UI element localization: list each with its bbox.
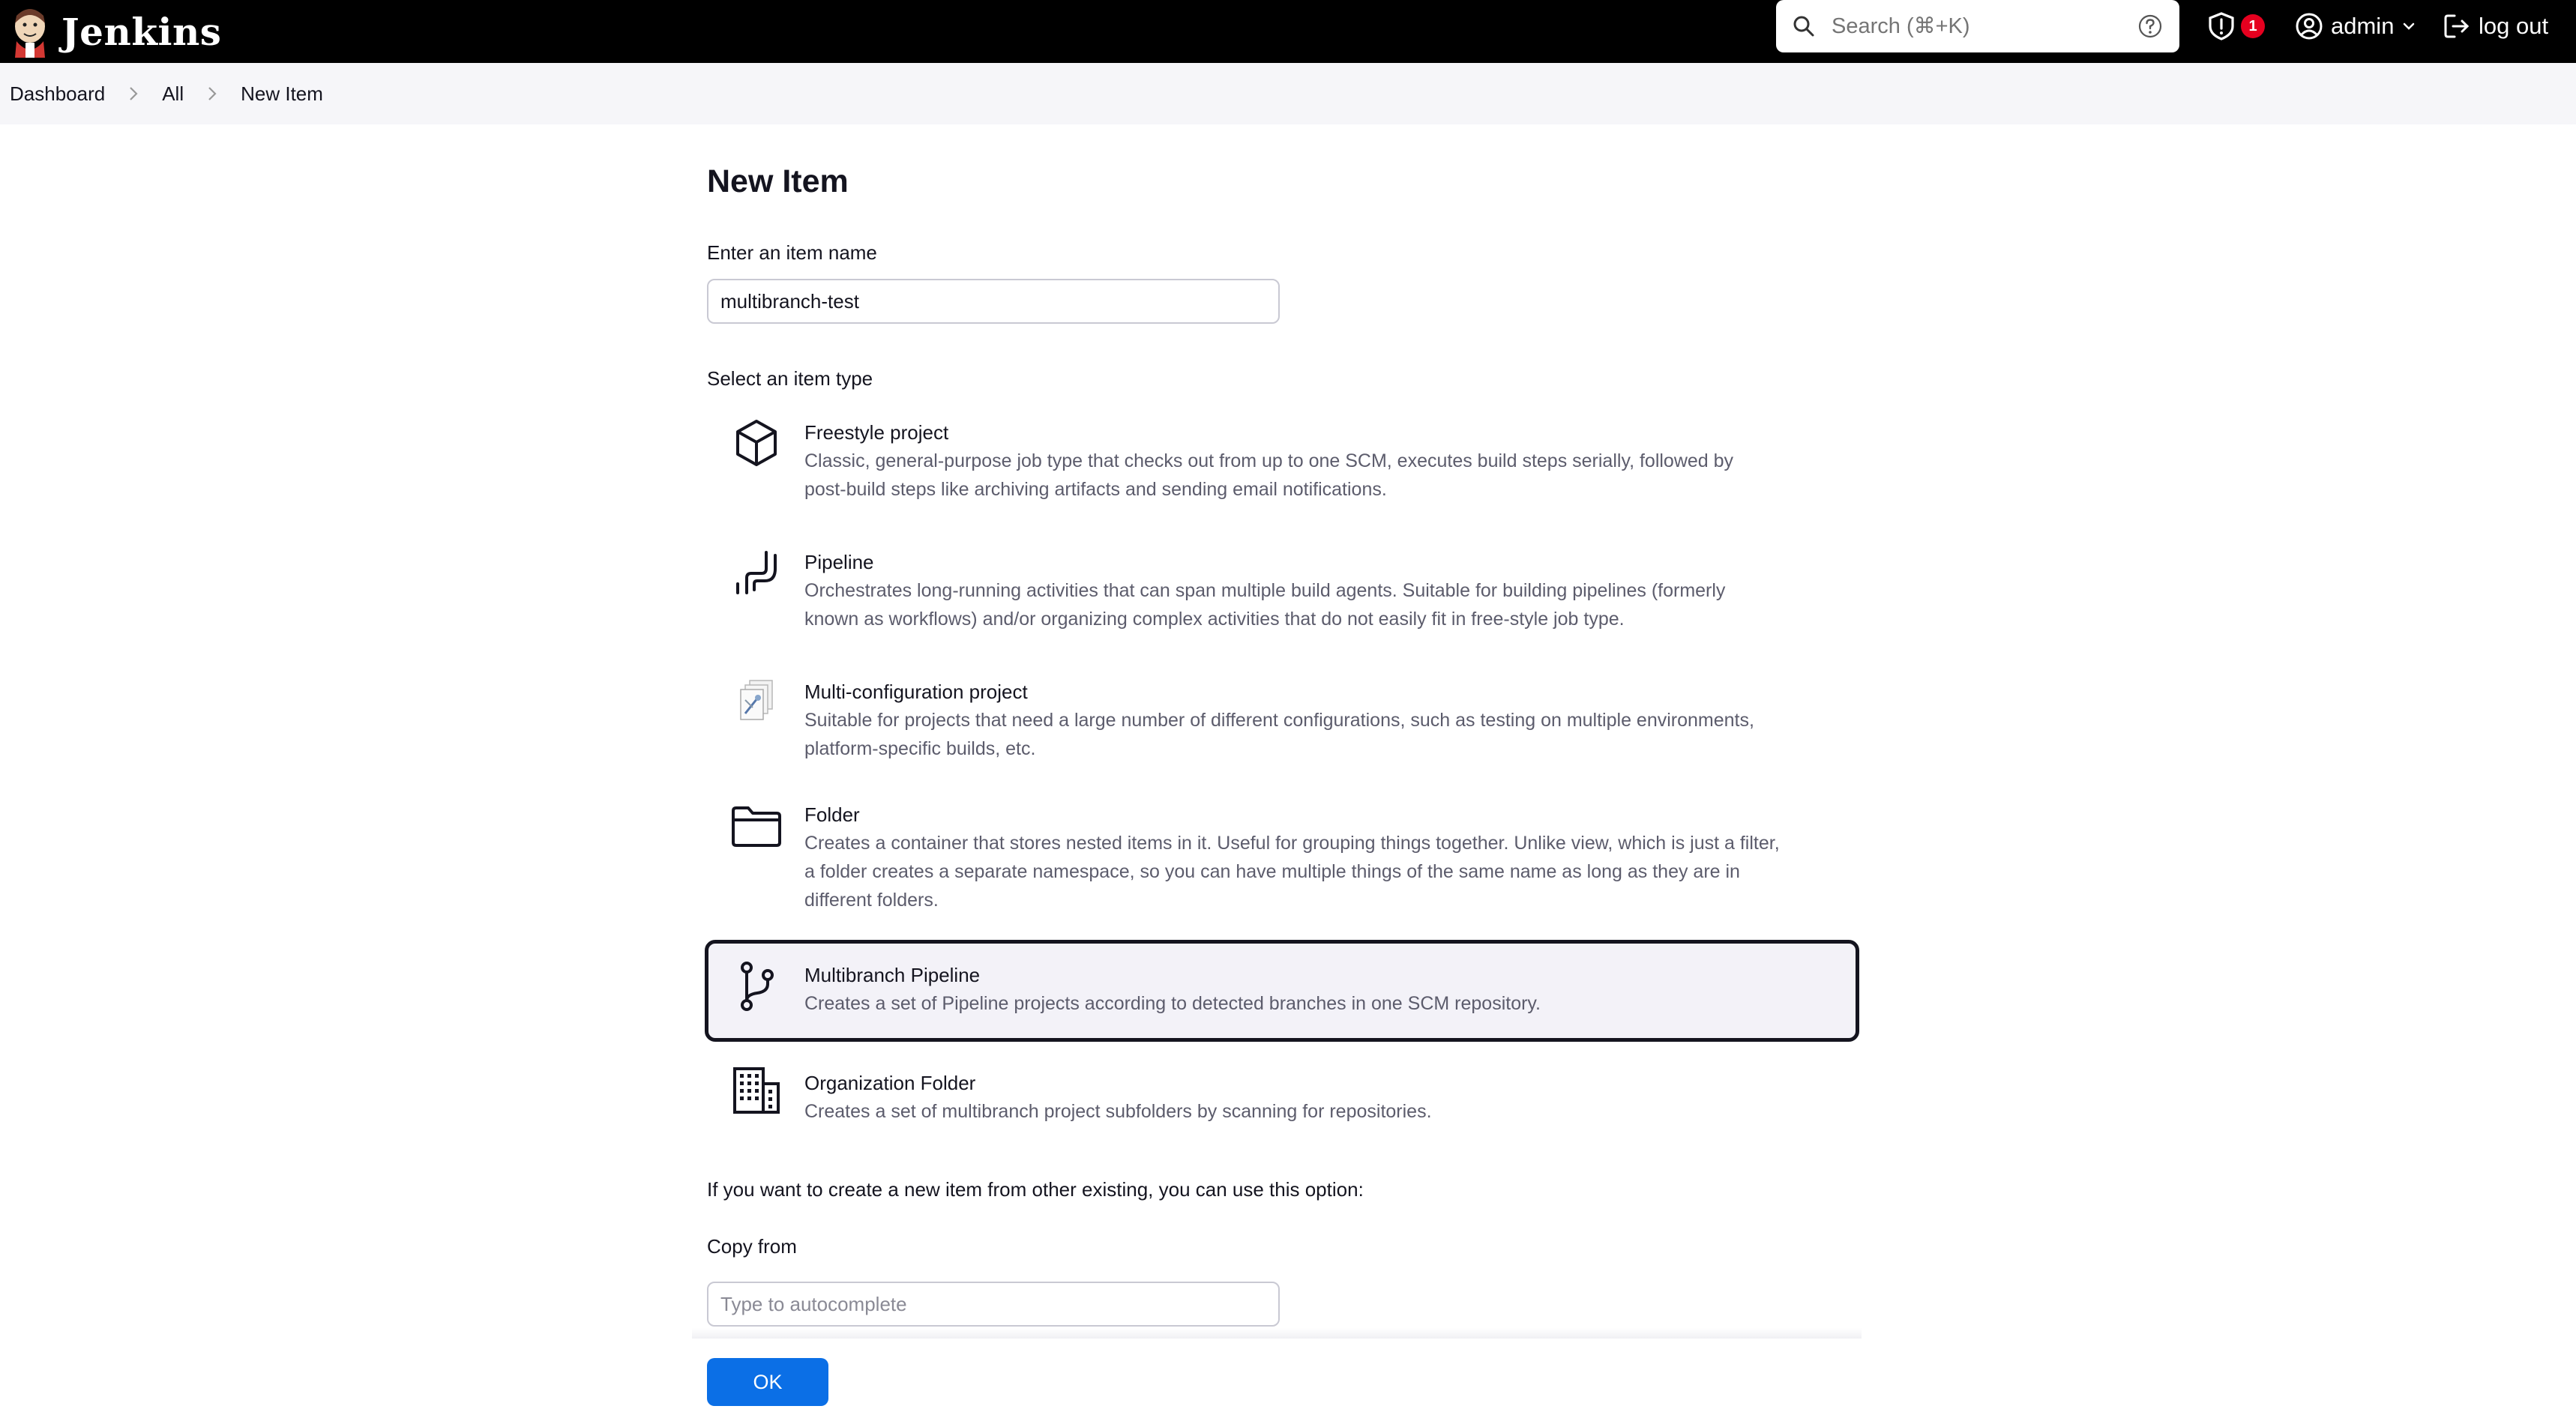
brand-name: Jenkins bbox=[61, 9, 222, 54]
pipeline-icon bbox=[730, 546, 783, 599]
item-type-name: Folder bbox=[804, 803, 860, 826]
shield-icon bbox=[2206, 11, 2236, 41]
item-type-description: Creates a set of multibranch project subfolders by scanning for repositories. bbox=[804, 1101, 1432, 1122]
logout-label: log out bbox=[2479, 13, 2549, 39]
chevron-right-icon[interactable] bbox=[197, 82, 227, 105]
user-name: admin bbox=[2331, 13, 2395, 39]
cube-icon bbox=[730, 417, 783, 469]
item-type-name: Multi-configuration project bbox=[804, 681, 1028, 703]
chevron-down-icon bbox=[2401, 19, 2416, 34]
ok-button[interactable]: OK bbox=[707, 1358, 828, 1406]
page-title: New Item bbox=[707, 163, 849, 199]
item-type-freestyle[interactable] bbox=[705, 405, 1859, 517]
security-count-badge: 1 bbox=[2241, 14, 2265, 38]
copy-from-input[interactable] bbox=[707, 1282, 1280, 1327]
item-type-multibranch-pipeline[interactable] bbox=[705, 940, 1859, 1042]
copy-hint: If you want to create a new item from other existing, you can use this option: bbox=[707, 1178, 1364, 1201]
search-box[interactable] bbox=[1776, 0, 2179, 52]
item-name-input[interactable] bbox=[707, 279, 1280, 324]
folder-icon bbox=[730, 800, 783, 853]
top-bar bbox=[0, 0, 2576, 63]
item-type-name: Multibranch Pipeline bbox=[804, 964, 981, 986]
logout-icon bbox=[2443, 12, 2471, 40]
user-icon bbox=[2295, 12, 2323, 40]
item-type-description: Creates a container that stores nested items in it. Useful for grouping things together. Unlike view, which is just a filter, a folder creates a separate namespace, so you can have multiple things of the same name as long as they are in different folders. bbox=[804, 833, 1780, 911]
user-menu[interactable] bbox=[2295, 0, 2416, 52]
item-type-description: Suitable for projects that need a large number of different configurations, such as testing on multiple environments, platform-specific builds, etc. bbox=[804, 710, 1754, 759]
item-type-description: Classic, general-purpose job type that checks out from up to one SCM, executes build steps serially, followed by post-build steps like archiving artifacts and sending email notifications. bbox=[804, 450, 1734, 500]
item-type-name: Pipeline bbox=[804, 551, 874, 573]
building-icon bbox=[730, 1064, 783, 1117]
breadcrumb-all[interactable]: All bbox=[162, 82, 184, 105]
breadcrumb-bar bbox=[0, 63, 2576, 124]
jenkins-logo-icon bbox=[9, 5, 51, 58]
item-type-description: Orchestrates long-running activities that can span multiple build agents. Suitable for building pipelines (formerly known as workflows) and/or organizing complex activities that do not easily fit in free-style job type. bbox=[804, 580, 1726, 630]
item-type-folder[interactable] bbox=[705, 787, 1859, 929]
item-type-pipeline[interactable] bbox=[705, 534, 1859, 647]
chevron-right-icon[interactable] bbox=[118, 82, 148, 105]
item-type-multi-configuration[interactable] bbox=[705, 664, 1859, 776]
item-type-organization-folder[interactable] bbox=[705, 1057, 1859, 1139]
item-type-name: Freestyle project bbox=[804, 421, 949, 444]
breadcrumb-new-item: New Item bbox=[241, 82, 323, 105]
breadcrumb bbox=[10, 82, 323, 106]
breadcrumb-dashboard[interactable]: Dashboard bbox=[10, 82, 106, 105]
logout-link[interactable] bbox=[2443, 0, 2548, 52]
help-icon[interactable] bbox=[2137, 13, 2163, 39]
search-icon bbox=[1793, 15, 1815, 37]
bottom-bar-shadow bbox=[692, 1328, 1862, 1339]
item-name-label: Enter an item name bbox=[707, 241, 877, 264]
multi-config-icon bbox=[730, 676, 783, 728]
copy-from-label: Copy from bbox=[707, 1235, 797, 1258]
security-alerts-button[interactable] bbox=[2206, 0, 2265, 52]
jenkins-home-link[interactable] bbox=[9, 0, 221, 63]
item-type-label: Select an item type bbox=[707, 367, 873, 390]
branch-icon bbox=[730, 960, 783, 1013]
search-input[interactable] bbox=[1830, 13, 2137, 40]
item-type-name: Organization Folder bbox=[804, 1072, 976, 1094]
item-type-description: Creates a set of Pipeline projects according to detected branches in one SCM repository. bbox=[804, 993, 1541, 1014]
